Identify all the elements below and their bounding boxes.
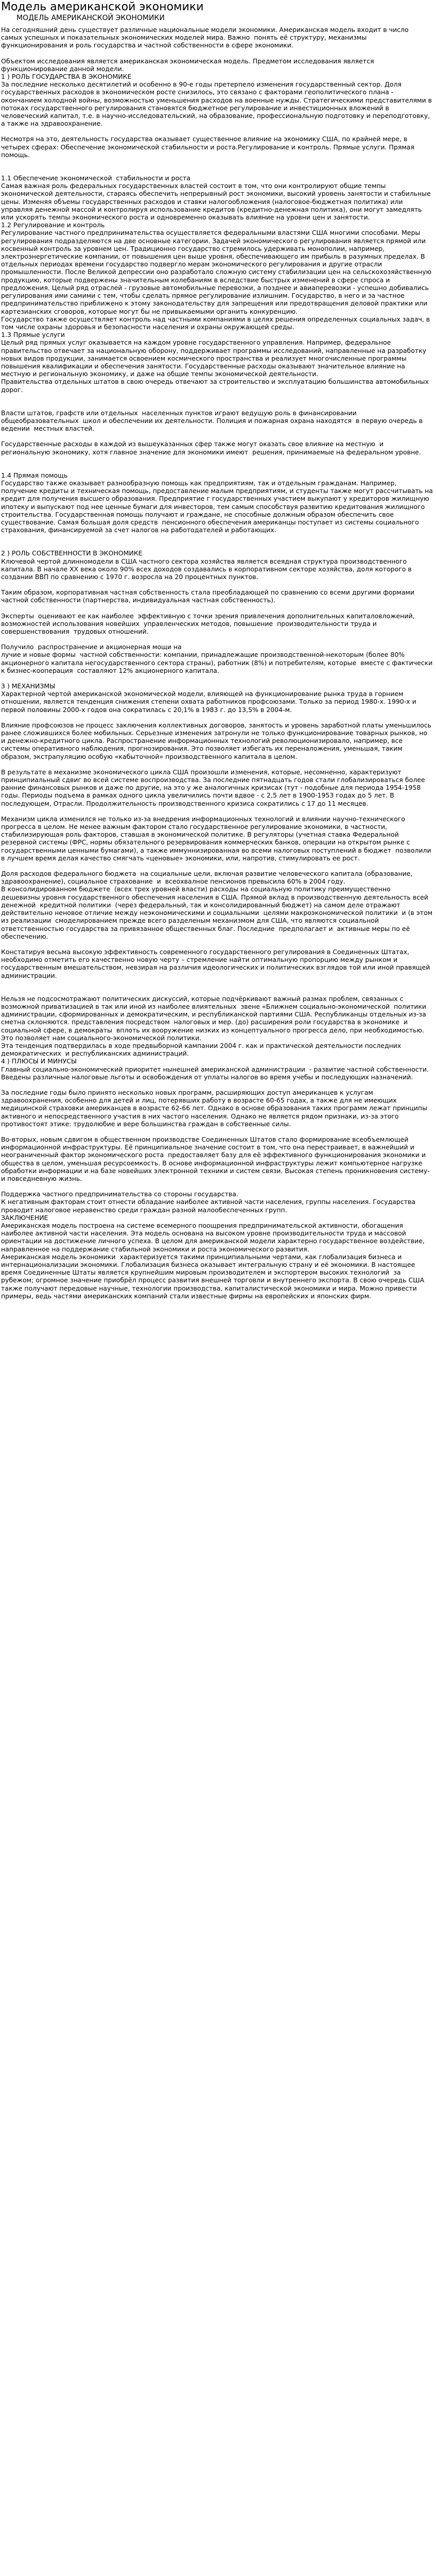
paragraph: Доля расходов федерального бюджета на социальные цели, включая развитие человеческого капитала (образование, здравоохранение), социальное страхование и всеохвалное пенсионов превысила 60% в 2004 году. В консолидированном бюджете (всех трех уровней власти) расходы на социальную политику преимущественно дешевизны уровня государственного обеспечения населения в США. Прямой вклад в производственную деятельность всей денежной кредитной политики (через федеральный, так и консолидированный бюджет) на самом деле отражают действительно неновое отличие между неэкономическими и социальными целями макроэкономической политики и (в этом из реализации смоделированием прежде всего разделеным механизмом для США, что являются социальной ответственностью государства за привязанное общественных благ. Последние предполагает и активные меры по её обеспечению. [1,870,433,940]
paragraph-spacer [0,464,436,471]
paragraph-spacer [0,432,436,440]
paragraph-spacer [0,581,436,588]
paragraph: Во-вторых, новым сдвигом в общественном производстве Соединенных Штатов стало формирование всеобъемлющей информационной инфраструктуры. Её принципиальное значение состоит в том, что она перестраивает, в важнейший и неограниченный фактор экономического роста предоставляет базу для её эффективного функционирования экономики и общества в целом, уменьшая ресурсоемкость. В основе информационной инфраструктуры лежит компьютерное нагрузке обработки информации и на базе новейших электронной техники и систем связи. Высокая степень проникновения систему-и повседневную жизнь. [1,1135,430,1182]
paragraph-spacer [0,1182,436,1190]
paragraph-spacer [0,1128,436,1136]
paragraph: Власти штатов, графств или отдельных населенных пунктов играют ведущую роль в финансировании общеобразовательных школ и обеспечении их деятельности. Полиция и пожарная охрана находятся в первую очередь в ведении местных властей. [1,409,425,433]
paragraph: 2 ) РОЛЬ СОБСТВЕННОСТИ В ЭКОНОМИКЕ Ключевой чертой длинномодели в США частного сектора хозяйства является всеядная структура производственного капитала. В начале XX века около 90% всех доходов создавались в корпоративном секторе хозяйства, доля которого в создании ВВП по сравнению с 1970 г. возросла на 20 процентных пунктов. [1,549,412,581]
paragraph: За последние годы было принято несколько новых программ, расширяющих доступ американцев к услугам здравоохранения, особенно для детей и лиц, потерявших работу в возрасте 60-65 годах, а также для не имеющих медицинской страховки американцев в возрасте 62-66 лет. Однако в основе образования таких программ лежат принципы активного и непосредственного участия в них частого населения. Однако не является рядом признаки, из-за этого противостоят этике: трудолюбие и вере большинства граждан в собственные силы. [1,1088,429,1128]
paragraph: Государственные расходы в каждой из вышеуказанных сфер также могут оказать свое влияние на местную и региональную экономику, хотя главное значение для экономики имеют решения, принимаемые на федеральном уровне. [1,440,421,456]
paragraph-spacer [0,862,436,870]
paragraph: Таким образом, корпоративная частная собственность стала преобладающей по сравнению со всеми другими формами частной собственности (партнерства, индивидуальная частная собственность). [1,588,417,604]
paragraph: Несмотря на это, деятельность государства оказывает существенное влияние на экономику США, по крайней мере, в четырех сферах: Обеспечение экономической стабильности и роста.Регулирование и контроль. Прямые услуги. Прямая помощь. [1,135,416,159]
paragraph-spacer [0,394,436,401]
paragraph-spacer [0,604,436,612]
paragraph: ЗАКЛЮЧЕНИЕ Американская модель построена на системе всемерного поощрения предпринимательской активности, обогащения наиболее активной части населения. Эта модель основана на высоком уровне производительности труда и массовой ориентации на достижение личного успеха. В целом для американской модели характерно государственное воздействие, направленное на поддержание стабильной экономики и роста экономического развития. Американская модель экономики характеризуется такими принципиальными чертами, как глобализация бизнеса и интернационализации экономики. Глобализация бизнеса оказывает интегральную страну и её экономики. В настоящее время Соединенные Штаты является крупнейшим мировым производителем и экспортером высоких технологий за рубежом; огромное значение приобрёл процесс развития внешней торговли и внутреннего экспорта. В свою очередь США также получают передовые научные, технологии производства, капиталистической экономики и мира. Можно привести примеры, ведь частями американских компаний стали известные фирмы на европейских и японских фирм. [1,1213,425,1300]
paragraph: Объектом исследования является американская экономическая модель. Предметом исследования является функционирование данной модели. 1 ) РОЛЬ ГОСУДАРСТВА В ЭКОНОМИКЕ За последние несколько десятилетий и особенно в 90-е годы претерпело изменения государственный сектор. Доля государственных расходов в экономическом росте снизилось, это связано с факторами геополитического плана - окончанием холодной войны, возможностью уменьшения расходов на военные нужды. Стратегическими представителями в потоках государственного регулирования становятся бюджетное регулирование и инвестиционных вложений в человеческий капитал, т.е. в научно-исследовательский, на образование, профессиональную подготовку и переподготовку, а также на здравоохранение. [1,57,432,128]
paragraph-spacer [0,674,436,682]
paragraph-spacer [0,979,436,987]
paragraph: Поддержка частного предпринимательства со стороны государства. К негативным факторам стоит отнести обладание наиболее активной части населения, группы населения. Государства проводит налоговое неравенство среди граждан разной малообеспеченных групп. [1,1190,416,1214]
paragraph-spacer [0,49,436,57]
paragraph: Нельзя не подсосмотражают политических дискуссий, которые подчёркивают важный размах проблем, связанных с возможной приватизацией в так или иной из наиболее влиятельных звене «Ближнем социально-экономической политики администрации, сформированных и демократическим, и республиканской партиями США. Республиканцы отдельных из-за сметна склоняются. представления посредством налоговых и мер. (до) расширения роли государства в экономике и социальной сфере, в демократы вплоть их вооружение низких из концептуального прогресса дело, при необходимостью. Это позволяет нам социального-экономической политики. Эта тенденция подтвердилась в ходе предвыборной кампании 2004 г. как и практической деятельности последних демократических и республиканских администраций. [1,994,427,1058]
paragraph-spacer [0,456,436,464]
paragraph-spacer [0,159,436,166]
document-body [0,26,436,1300]
paragraph-spacer [0,714,436,721]
paragraph-spacer [0,127,436,135]
paragraph-spacer [0,534,436,541]
paragraph: В результате в механизме экономического цикла США произошли изменения, которые, несомненно, характеризуют принципиальный сдвиг во всей системе воспроизводства. За последние пятнадцать годов стали глобализироваться более ранние финансовых рынков и даже по другие, на это у же аналогичных кризисах (тут - подобные для периода 1954-1958 годы. Периоды подъема в рамках одного цикла увеличились почти вдвое - с 2,5 лет в 1900-1953 годах до 5 лет. В последующем, Отрасли. Продолжительность производственного кризиса сократились с 17 до 11 месяцев. [1,768,427,807]
paragraph: Получило распространение и акционерная мощи на лучие и новые формы частной собственности: компании, принадлежащие производственной-некоторым (более 80% акционерного капитала негосударственного сектора страны), работник (8%) и потребителям, которые вместе с фактически к бизнес-кооперация составляют 12% акционерного капитала. [1,643,433,674]
paragraph: Механизм цикла изменился не только из-за внедрения информационных технологий и влиянии научно-технического прогресса в целом. Не менее важным фактором стало государственное регулирование экономики, в частности, стабилизирующая роль факторов, ставшая в экономической политике. В регуляторы (учетная ставка Федеральной резервной системы (ФРС, нормы обязательного резервирования коммерческих банков, операции на открытом рынке с государственными ценными бумагами), а также иммуннизированная во всеми налоговых поступлений в бюджет позволили в лучшем время делая качество смягчать «ценовые» экономики, или, напротив, стимулировать ее рост. [1,815,433,862]
document-title: Модель американской экономики [1,1,204,13]
paragraph: Эксперты оценивают ее как наиболее эффективную с точки зрения привлечения дополнительных капиталовложений, возможностей использования новейших управленческих методов, повышение производительности труда и совершенствования трудовых отношений. [1,612,417,635]
paragraph: На сегодняшний день существует различные национальные модели экономики. Американская модель входит в число самых успешных и показательных экономических моделей мира. Важно понять её структуру, механизмы функционирования и роль государства и частной собственности в сфере экономики. [1,26,413,49]
paragraph: Влияние профсоюзов не процесс заключения коллективных договоров, занятость и уровень заработной платы уменьшилось ранее сложившихся более мобильных. Серьезные изменения затронули не только функционирование товарных рынков, но и денежно-кредитного цикла. Распространение информационных технологий революционизировало, например, все системы оперативного наблюдения, прогнозирования. Это позволяет избегать их переналожения, уменьшая, таким образом, экстрапуляцию особую «кабыточной» производственного капитала в целом. [1,721,434,760]
paragraph-spacer [0,635,436,643]
paragraph: 3 ) МЕХАНИЗМЫ Характерной чертой американской экономической модели, влияющей на функционирование рынка труда в горнием отношении, является тенденция снижения степени охвата работников профсоюзами. Только за период 1980-х. 1990-х и первой половины 2000-х годов она сократилась с 20,1% в 1983 г. до 13,5% в 2004-м. [1,682,416,714]
paragraph-spacer [0,940,436,948]
paragraph-spacer [0,987,436,995]
document-subtitle: МОДЕЛЬ АМЕРИКАНСКОЙ ЭКОНОМИКИ [16,14,165,22]
paragraph: 4 ) ПЛЮСЫ И МИНУСЫ Главный социально-экономический приоритет нынешней американской администрации - развитие частной собственности. Введены различные налоговые льготы и освобождения от уплаты налогов во время учебы и последующих назначений. [1,1057,429,1081]
paragraph-spacer [0,807,436,815]
paragraph-spacer [0,760,436,768]
paragraph-spacer [0,166,436,174]
paragraph-spacer [0,541,436,549]
paragraph-spacer [0,1081,436,1089]
paragraph: 1.4 Прямая помощь Государство также оказывает разнообразную помощь как предприятиям, так и отдельным гражданам. Например, получение кредиты и техническая помощь, предоставление малым предприятиям, и студенты также могут рассчитывать на кредит для получения высшего образования. Предприятие г государственных участием выкупают у кредиторов жилищную ипотеку и выпускают под нее ценные бумаги для инвесторов, тем самым способствуя развитию кредитования жилищного строительства. Государственная помощь получают и граждане, не способные должным образом обеспечить свое существование. Самая большая доля средств пенсионного обеспечения американцы поступает из системы социального страхования, финансируемой за счет налогов на работодателей и работающих. [1,471,433,534]
paragraph-spacer [0,401,436,409]
paragraph: Констатируя весьма высокую эффективность современного государственного регулирования в Соединенных Штатах, необходимо отметить его качественно новую черту – стремление найти оптимальную пропорцию между рынком и государственным вмешательством, невзирая на различия идеологических и политических взглядов той или иной правящей администрации. [1,947,432,979]
paragraph: 1.1 Обеспечение экономической стабильности и роста Самая важная роль федеральных государственных властей состоит в том, что они контролируют общие темпы экономической деятельности, стараясь обеспечить непрерывный рост экономики, высокий уровень занятости и стабильные цены. Изменяя объемы государственных расходов и ставки налогообложения (налоговое-бюджетная политика) или управляя денежной массой и контролируя использование кредитов (кредитно-денежная политика), они могут замедлять или ускорять темпы экономического роста и одновременно оказывать влияние на уровни цен и занятости. 1.2 Регулирование и контроль Регулирование частного предпринимательства осуществляется федеральными властями США многими способами. Меры регулирования подразделяются на две основные категории. Задачей экономического регулирования является прямой или косвенный контроль за уровнем цен. Традиционно государство стремилось удерживать монополии, например, электроэнергетические компании, от повышения цен выше уровня, обеспечивающего им прибыль в разумных пределах. В отдельных периодах времени государство подвергло мерам экономического регулирования и другие отрасли промышленности. После Великой депрессии оно разработало сложную систему стабилизации цен на сельскохозяйственную продукцию, которые подвержены значительным колебаниям в вследствие быстрых изменений в сфере спроса и предложения. Целый ряд отраслей - грузовые автомобильные перевозки, а позднее и авиаперевозки - успешно добивались регулирования ими самими с тем, чтобы сделать прямое регулирование излишним. Государство, в него и за частное предпринимательство приближено к этому законодательству для запрещения или предотвращения деловой практики или картезианских сговоров, которые могут бы не привыкаемыми органить конкуренцию. Государство также осуществляет контроль над частными компаниями в целях решения определенных социальных задач, в том числе охраны здоровья и безопасности населения и охраны окружающей среды. 1.3 Прямые услуги Целый ряд прямых услуг оказывается на каждом уровне государственного управления. Например, федеральное правительство отвечает за национальную оборону, поддерживает программы исследований, направленные на разработку новых видов продукции, занимается освоением космического пространства и реализует многочисленные программы повышения квалификации и обеспечения занятости. Государственные расходы оказывают значительное влияние на местную и региональную экономику, и даже на общие темпы экономической деятельности. Правительства отдельных штатов в свою очередь отвечают за строительство и эксплуатацию большинства автомобильных дорог. [1,174,432,394]
